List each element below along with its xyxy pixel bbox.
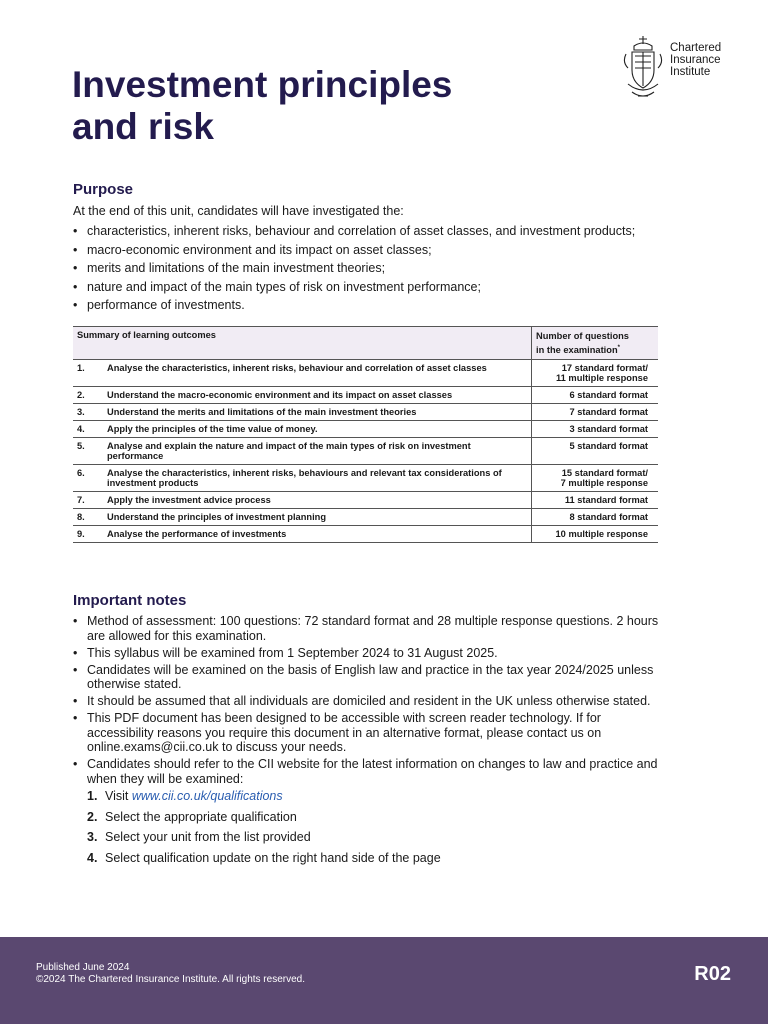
row-questions: 10 multiple response — [532, 526, 659, 543]
row-number: 3. — [73, 404, 103, 421]
list-item — [73, 694, 663, 709]
row-questions: 11 standard format — [532, 492, 659, 509]
note-text: Candidates will be examined on the basis of English law and practice in the tax year 2024/2025 unless otherwise stated. — [87, 662, 654, 691]
row-outcome: Analyse and explain the nature and impact of the main types of risk on investment performance — [103, 438, 532, 465]
table-row — [73, 526, 658, 543]
bullet-icon: • — [73, 645, 78, 660]
note-text: Method of assessment: 100 questions: 72 standard format and 28 multiple response questions. 2 hours are allowed for this examination. — [87, 614, 659, 643]
steps-list — [87, 789, 663, 869]
page-title-line2: and risk — [72, 106, 214, 147]
footnote-marker: * — [617, 345, 620, 351]
notes-list — [73, 614, 663, 871]
bullet-icon: • — [73, 711, 78, 725]
purpose-item-text: merits and limitations of the main investment theories; — [87, 261, 386, 275]
step-number: 3. — [87, 830, 98, 844]
row-number: 5. — [73, 438, 103, 465]
purpose-item-text: characteristics, inherent risks, behaviour and correlation of asset classes, and investment products; — [87, 224, 636, 238]
purpose-item-text: performance of investments. — [87, 298, 245, 312]
bullet-icon: • — [73, 614, 78, 628]
row-questions-line2: 11 multiple response — [556, 373, 648, 384]
table-row — [73, 421, 658, 438]
learning-outcomes-table — [73, 326, 658, 543]
footer-publication — [36, 962, 305, 986]
step-number: 4. — [87, 850, 98, 865]
step-text: Visit — [105, 789, 132, 803]
row-outcome: Apply the principles of the time value of money. — [103, 421, 532, 438]
logo-text-line2: Insurance — [670, 54, 721, 66]
notes-heading: Important notes — [73, 592, 187, 609]
row-outcome: Understand the macro-economic environment and its impact on asset classes — [103, 387, 532, 404]
row-number: 8. — [73, 509, 103, 526]
cii-logo — [620, 34, 740, 104]
bullet-icon: • — [73, 694, 78, 708]
list-item — [73, 757, 663, 869]
note-text: This PDF document has been designed to be accessible with screen reader technology. If for accessibility reasons you require this document in an alternative format, please contact us on online.exams@cii.co.uk to discuss your needs. — [87, 711, 602, 754]
list-item — [73, 223, 673, 242]
step-number: 1. — [87, 789, 98, 803]
row-outcome: Apply the investment advice process — [103, 492, 532, 509]
page-title — [72, 64, 552, 148]
cii-crest-icon — [620, 34, 666, 102]
step-text: Select your unit from the list provided — [105, 830, 311, 844]
table-header-row — [73, 327, 658, 360]
row-outcome: Analyse the characteristics, inherent risks, behaviour and correlation of asset classes — [103, 360, 532, 387]
list-item — [73, 242, 673, 261]
row-questions — [532, 465, 659, 492]
list-item — [73, 711, 663, 755]
row-number: 7. — [73, 492, 103, 509]
list-item — [73, 279, 673, 298]
row-questions: 8 standard format — [532, 509, 659, 526]
row-outcome: Analyse the characteristics, inherent risks, behaviours and relevant tax considerations of investment products — [103, 465, 532, 492]
list-item — [73, 646, 663, 661]
row-questions-line1: 15 standard format/ — [561, 468, 648, 479]
row-number: 1. — [73, 360, 103, 387]
purpose-item-text: nature and impact of the main types of risk on investment performance; — [87, 279, 481, 294]
bullet-icon: • — [73, 298, 78, 312]
table-row — [73, 404, 658, 421]
row-number: 4. — [73, 421, 103, 438]
row-outcome: Understand the merits and limitations of the main investment theories — [103, 404, 532, 421]
list-item — [73, 297, 673, 316]
step-item — [87, 851, 663, 869]
logo-text-line3: Institute — [670, 66, 711, 78]
row-questions: 6 standard format — [532, 387, 659, 404]
row-questions: 7 standard format — [532, 404, 659, 421]
bullet-icon: • — [73, 757, 78, 771]
purpose-heading: Purpose — [73, 181, 134, 198]
header-questions-line2: in the examination — [536, 345, 618, 356]
table-row — [73, 387, 658, 404]
purpose-list — [73, 223, 673, 316]
page-title-line1: Investment principles — [72, 64, 453, 105]
bullet-icon: • — [73, 242, 78, 257]
list-item — [73, 260, 673, 279]
unit-code: R02 — [694, 963, 731, 985]
logo-text-line1: Chartered — [670, 42, 722, 54]
cii-qualifications-link[interactable]: www.cii.co.uk/qualifications — [131, 789, 283, 803]
footer — [0, 937, 768, 1024]
table-row — [73, 360, 658, 387]
row-questions: 5 standard format — [532, 438, 659, 465]
step-number: 2. — [87, 809, 98, 824]
row-questions — [532, 360, 659, 387]
purpose-intro: At the end of this unit, candidates will have investigated the: — [73, 204, 404, 218]
step-text: Select the appropriate qualification — [105, 809, 297, 824]
purpose-item-text: macro-economic environment and its impact on asset classes; — [87, 242, 432, 257]
row-number: 2. — [73, 387, 103, 404]
bullet-icon: • — [73, 224, 78, 238]
row-outcome: Understand the principles of investment planning — [103, 509, 532, 526]
bullet-icon: • — [73, 662, 78, 677]
note-text: Candidates should refer to the CII website for the latest information on changes to law and practice and when they will be examined: — [87, 757, 658, 786]
note-text: It should be assumed that all individuals are domiciled and resident in the UK unless otherwise stated. — [87, 694, 651, 708]
footer-published: Published June 2024 — [36, 962, 130, 973]
row-number: 9. — [73, 526, 103, 543]
note-text: This syllabus will be examined from 1 September 2024 to 31 August 2025. — [87, 645, 498, 660]
list-item — [73, 614, 663, 643]
step-item — [87, 789, 663, 807]
bullet-icon: • — [73, 261, 78, 275]
table-row — [73, 492, 658, 509]
step-item — [87, 830, 663, 848]
table-row — [73, 465, 658, 492]
row-questions: 3 standard format — [532, 421, 659, 438]
footer-copyright: ©2024 The Chartered Insurance Institute. All rights reserved. — [36, 974, 305, 985]
header-questions — [532, 327, 659, 360]
row-number: 6. — [73, 465, 103, 492]
table-row — [73, 509, 658, 526]
header-outcomes: Summary of learning outcomes — [73, 327, 532, 360]
step-item — [87, 810, 663, 828]
row-questions-line1: 17 standard format/ — [561, 363, 648, 374]
table-row — [73, 438, 658, 465]
row-outcome: Analyse the performance of investments — [103, 526, 532, 543]
row-questions-line2: 7 multiple response — [560, 478, 648, 489]
bullet-icon: • — [73, 279, 78, 294]
step-text: Select qualification update on the right hand side of the page — [105, 850, 441, 865]
header-questions-line1: Number of questions — [536, 331, 629, 341]
list-item — [73, 663, 663, 692]
